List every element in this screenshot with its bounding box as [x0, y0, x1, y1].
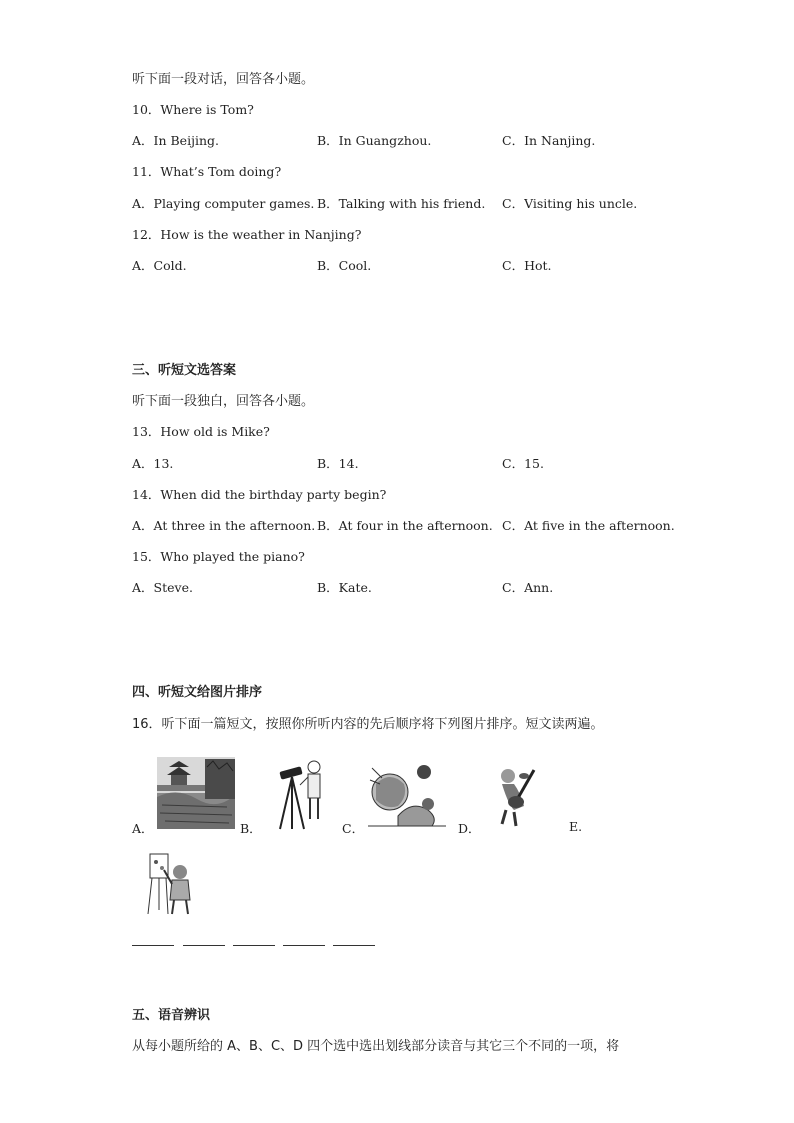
picture-d-label: D．: [458, 821, 481, 836]
intro-monologue: 听下面一段独白，回答各小题。: [132, 394, 315, 409]
q10-option-b: B．In Guangzhou.: [317, 133, 432, 148]
q14-option-c: C．At five in the afternoon.: [502, 518, 675, 533]
section-4-heading: 四、听短文给图片排序: [132, 685, 263, 700]
answer-blank-2[interactable]: [183, 945, 225, 946]
lion-sun-picture: [368, 760, 446, 828]
section-5-instruction: 从每小题所给的 A、B、C、D 四个选中选出划线部分读音与其它三个不同的一项，将: [132, 1039, 620, 1054]
q15-option-c: C．Ann.: [502, 580, 554, 595]
section-5-heading: 五、语音辨识: [132, 1008, 211, 1023]
question-16: 16．听下面一篇短文，按照你所听内容的先后顺序将下列图片排序。短文读两遍。: [132, 717, 604, 732]
q10-option-a: A．In Beijing.: [132, 133, 219, 148]
q10-option-c: C．In Nanjing.: [502, 133, 596, 148]
question-10: 10．Where is Tom?: [132, 102, 254, 117]
question-14: 14．When did the birthday party begin?: [132, 487, 387, 502]
q13-option-a: A．13.: [132, 456, 174, 471]
picture-b-label: B．: [240, 821, 262, 836]
landscape-pavilion-picture: [157, 757, 235, 829]
answer-blank-4[interactable]: [283, 945, 325, 946]
q12-option-a: A．Cold.: [132, 258, 187, 273]
q12-option-c: C．Hot.: [502, 258, 552, 273]
q14-option-a: A．At three in the afternoon.: [132, 518, 316, 533]
section-3-heading: 三、听短文选答案: [132, 363, 237, 378]
answer-blank-3[interactable]: [233, 945, 275, 946]
picture-c-label: C．: [342, 821, 365, 836]
q11-option-b: B．Talking with his friend.: [317, 196, 486, 211]
q13-option-c: C．15.: [502, 456, 544, 471]
answer-blank-1[interactable]: [132, 945, 174, 946]
q11-option-a: A．Playing computer games.: [132, 196, 315, 211]
question-12: 12．How is the weather in Nanjing?: [132, 227, 362, 242]
intro-dialogue: 听下面一段对话，回答各小题。: [132, 72, 315, 87]
answer-blank-5[interactable]: [333, 945, 375, 946]
question-11: 11．What’s Tom doing?: [132, 164, 282, 179]
q14-option-b: B．At four in the afternoon.: [317, 518, 493, 533]
picture-e-label: E.: [569, 819, 583, 834]
q13-option-b: B．14.: [317, 456, 359, 471]
q15-option-b: B．Kate.: [317, 580, 372, 595]
picture-a-label: A．: [132, 821, 154, 836]
telescope-person-picture: [270, 757, 328, 831]
q12-option-b: B．Cool.: [317, 258, 372, 273]
painting-child-picture: [142, 850, 198, 918]
question-15: 15．Who played the piano?: [132, 549, 305, 564]
q15-option-a: A．Steve.: [132, 580, 193, 595]
q11-option-c: C．Visiting his uncle.: [502, 196, 638, 211]
guitar-boy-picture: [490, 764, 540, 830]
question-13: 13．How old is Mike?: [132, 424, 270, 439]
